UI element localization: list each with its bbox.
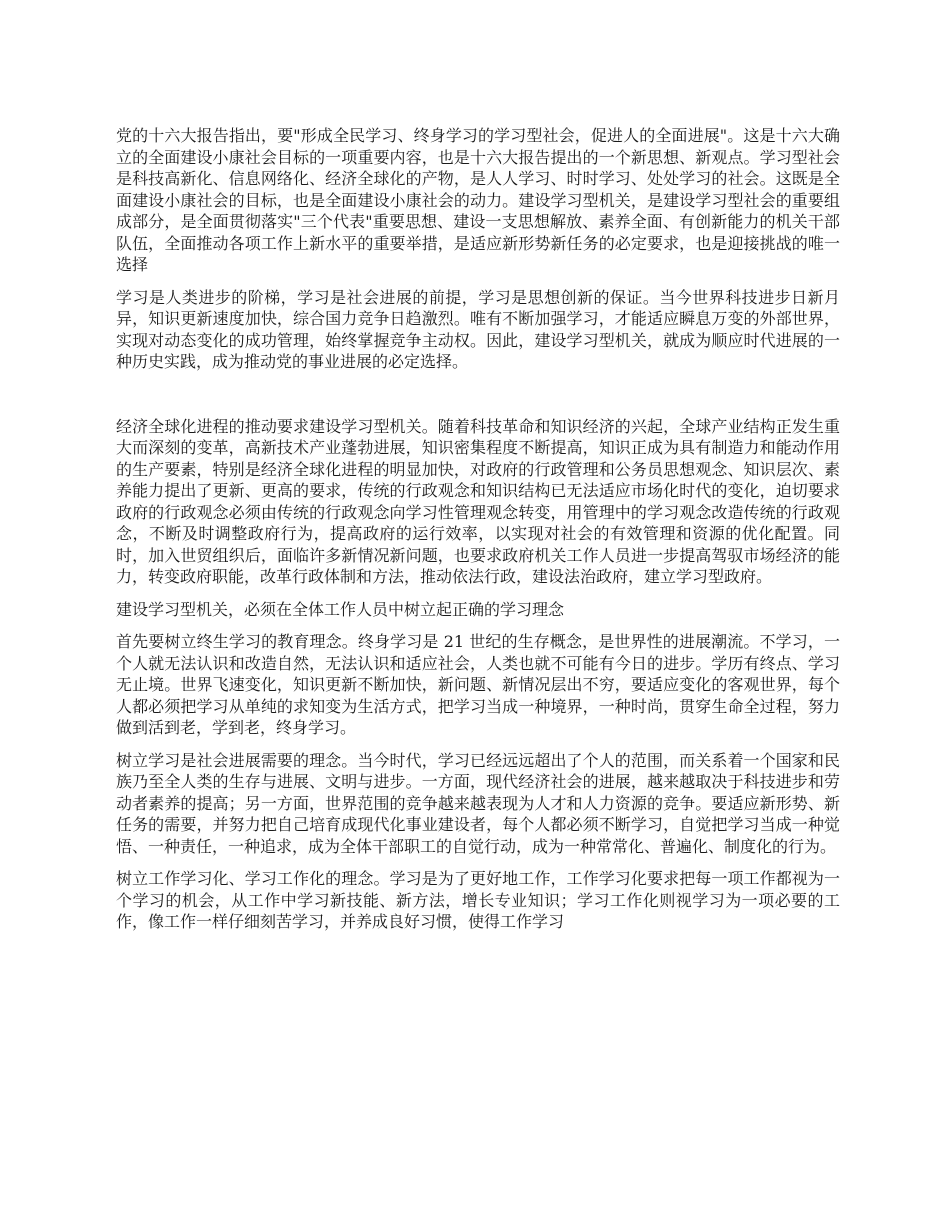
paragraph-heading-learning-concept: 建设学习型机关，必须在全体工作人员中树立起正确的学习理念 [116, 599, 565, 619]
paragraph-globalization: 经济全球化进程的推动要求建设学习型机关。随着科技革命和知识经济的兴起，全球产业结构正发生重大而深刻的变革，高新技术产业蓬勃进展，知识密集程度不断提高，知识正成为具有制造力和能动作用的生产要素，特别是经济全球化进程的明显加快，对政府的行政管理和公务员思想观念、知识层次、素养能力提出了更新、更高的要求，传统的行政观念和知识结构已无法适应市场化时代的变化，迫切要求政府的行政观念必须由传统的行政观念向学习性管理观念转变，用管理中的学习观念改造传统的行政观念，不断及时调整政府行为，提高政府的运行效率，以实现对社会的有效管理和资源的优化配置。同时，加入世贸组织后，面临许多新情况新问题，也要求政府机关工作人员进一步提高驾驭市场经济的能力，转变政府职能，改革行政体制和方法，推动依法行政，建设法治政府，建立学习型政府。 [116, 416, 840, 586]
paragraph-social-development: 树立学习是社会进展需要的理念。当今时代，学习已经远远超出了个人的范围，而关系着一个国家和民族乃至全人类的生存与进展、文明与进步。一方面，现代经济社会的进展，越来越取决于科技进步和劳动者素养的提高；另一方面，世界范围的竞争越来越表现为人才和人力资源的竞争。要适应新形势、新任务的需要，并努力把自己培育成现代化事业建设者，每个人都必须不断学习，自觉把学习当成一种觉悟、一种责任，一种追求，成为全体干部职工的自觉行动，成为一种常常化、普遍化、制度化的行为。 [116, 750, 840, 856]
document-body [116, 125, 840, 944]
paragraph-learning-ladder: 学习是人类进步的阶梯，学习是社会进展的前提，学习是思想创新的保证。当今世界科技进步日新月异，知识更新速度加快，综合国力竞争日趋激烈。唯有不断加强学习，才能适应瞬息万变的外部世界，实现对动态变化的成功管理，始终掌握竞争主动权。因此，建设学习型机关，就成为顺应时代进展的一种历史实践，成为推动党的事业进展的必定选择。 [116, 287, 840, 371]
section-gap [116, 384, 840, 416]
paragraph-lifelong-learning: 首先要树立终生学习的教育理念。终身学习是 21 世纪的生存概念，是世界性的进展潮流。不学习，一个人就无法认识和改造自然，无法认识和适应社会，人类也就不可能有今日的进步。学历有终点、学习无止境。世界飞速变化，知识更新不断加快，新问题、新情况层出不穷，要适应变化的客观世界，每个人都必须把学习从单纯的求知变为生活方式，把学习当成一种境界，一种时尚，贯穿生命全过程，努力做到活到老，学到老，终身学习。 [116, 632, 840, 737]
paragraph-intro: 党的十六大报告指出，要"形成全民学习、终身学习的学习型社会，促进人的全面进展"。这是十六大确立的全面建设小康社会目标的一项重要内容，也是十六大报告提出的一个新思想、新观点。学习型社会是科技高新化、信息网络化、经济全球化的产物，是人人学习、时时学习、处处学习的社会。这既是全面建设小康社会的目标，也是全面建设小康社会的动力。建设学习型机关，是建设学习型社会的重要组成部分，是全面贯彻落实"三个代表"重要思想、建设一支思想解放、素养全面、有创新能力的机关干部队伍，全面推动各项工作上新水平的重要举措，是适应新形势新任务的必定要求，也是迎接挑战的唯一选择 [116, 126, 840, 274]
paragraph-work-learning: 树立工作学习化、学习工作化的理念。学习是为了更好地工作，工作学习化要求把每一项工作都视为一个学习的机会，从工作中学习新技能、新方法，增长专业知识；学习工作化则视学习为一项必要的工作，像工作一样仔细刻苦学习，并养成良好习惯，使得工作学习 [116, 869, 840, 931]
